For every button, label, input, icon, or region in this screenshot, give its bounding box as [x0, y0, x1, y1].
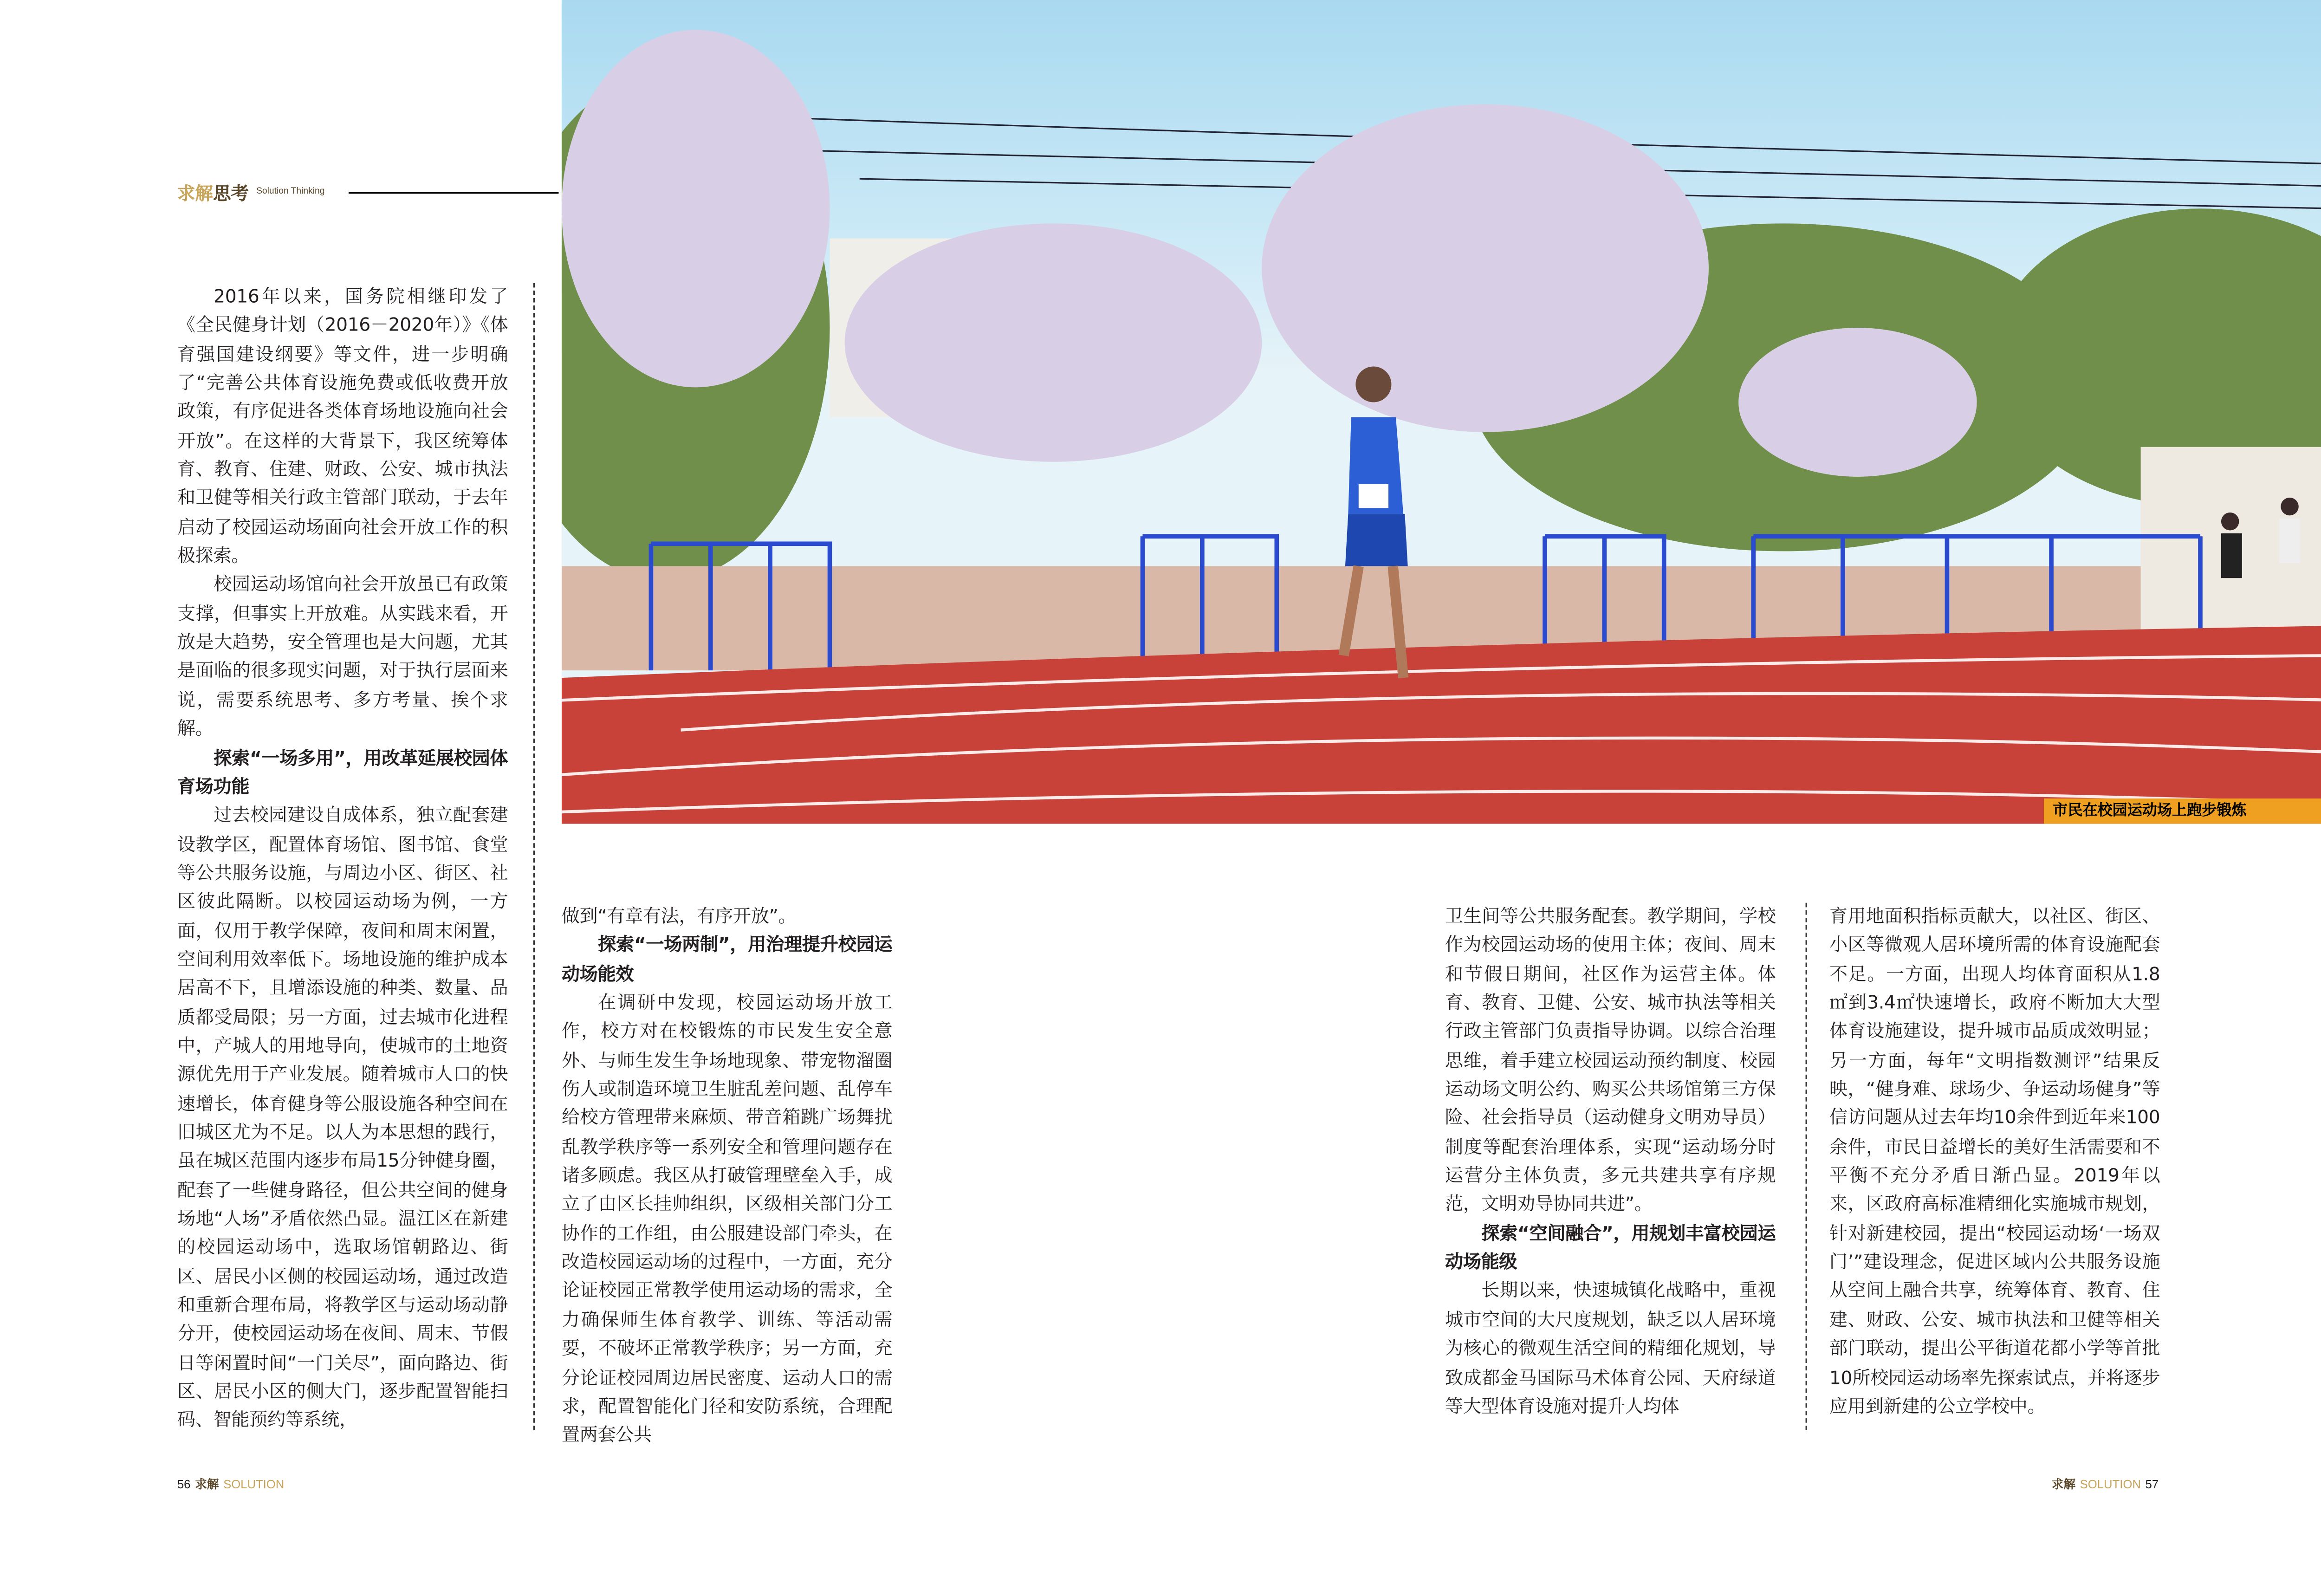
subheading: 探索“一场多用”，用改革延展校园体育场功能: [177, 747, 508, 797]
magazine-name-cn: 求解: [195, 1478, 219, 1492]
paragraph: 过去校园建设自成体系，独立配套建设教学区，配置体育场馆、图书馆、食堂等公共服务设施，与周边小区、街区、社区彼此隔断。以校园运动场为例，一方面，仅用于教学保障，夜间和周末闲置，空间利用效率低下。场地设施的维护成本居高不下，且增添设施的种类、数量、品质都受局限；另一方面，过去城市化进程中，产城人的用地导向，使城市的土地资源优先用于产业发展。随着城市人口的快速增长，体育健身等公服设施各种空间在旧城区尤为不足。以人为本思想的践行，虽在城区范围内逐步布局15分钟健身圈，配套了一些健身路径，但公共空间的健身场地“人场”矛盾依然凸显。温江区在新建的校园运动场中，选取场馆朝路边、街区、居民小区侧的校园运动场，通过改造和重新合理布局，将教学区与运动场动静分开，使校园运动场在夜间、周末、节假日等闲置时间“一门关尽”，面向路边、街区、居民小区的侧大门，逐步配置智能扫码、智能预约等系统，: [177, 804, 508, 1431]
column-3: [1445, 903, 1776, 1421]
column-2: [562, 903, 892, 1450]
section-header: [177, 179, 325, 206]
column-4: [1829, 903, 2160, 1421]
section-title-part1: 求解: [177, 182, 213, 204]
photo-illustration: [562, 0, 2321, 824]
paragraph: 长期以来，快速城镇化战略中，重视城市空间的大尺度规划，缺乏以人居环境为核心的微观生活空间的精细化规划，导致成都金马国际马术体育公园、天府绿道等大型体育设施对提升人均体: [1445, 1280, 1776, 1417]
photo-running-track: [562, 0, 2321, 824]
subheading: 探索“空间融合”，用规划丰富校园运动场能级: [1445, 1223, 1776, 1273]
page-number: 57: [2145, 1478, 2159, 1492]
paragraph: 卫生间等公共服务配套。教学期间，学校作为校园运动场的使用主体；夜间、周末和节假日期间，社区作为运营主体。体育、教育、卫健、公安、城市执法等相关行政主管部门负责指导协调。以综合治理思维，着手建立校园运动预约制度、校园运动场文明公约、购买公共场馆第三方保险、社会指导员（运动健身文明劝导员）制度等配套治理体系，实现“运动场分时运营分主体负责，多元共建共享有序规范，文明劝导协同共进”。: [1445, 906, 1776, 1215]
magazine-name-cn: 求解: [2051, 1478, 2076, 1492]
paragraph: 在调研中发现，校园运动场开放工作，校方对在校锻炼的市民发生安全意外、与师生发生争场地现象、带宠物溜圈伤人或制造环境卫生脏乱差问题、乱停车给校方管理带来麻烦、带音箱跳广场舞扰乱教学秩序等一系列安全和管理问题存在诸多顾虑。我区从打破管理壁垒入手，成立了由区长挂帅组织，区级相关部门分工协作的工作组，由公服建设部门牵头，在改造校园运动场的过程中，一方面，充分论证校园正常教学使用运动场的需求，全力确保师生体育教学、训练、等活动需要，不破坏正常教学秩序；另一方面，充分论证校园周边居民密度、运动人口的需求，配置智能化门径和安防系统，合理配置两套公共: [561, 992, 893, 1446]
column-divider: [1806, 903, 1807, 1430]
section-subtitle: Solution Thinking: [256, 188, 325, 197]
magazine-name-en: SOLUTION: [223, 1478, 285, 1492]
column-1: [177, 283, 508, 1436]
page-number: 56: [177, 1478, 191, 1492]
magazine-name-en: SOLUTION: [2080, 1478, 2141, 1492]
photo-caption: 市民在校园运动场上跑步锻炼: [2044, 798, 2321, 824]
paragraph: 做到“有章有法，有序开放”。: [561, 906, 797, 927]
subheading: 探索“一场两制”，用治理提升校园运动场能效: [561, 934, 893, 985]
paragraph: 校园运动场馆向社会开放虽已有政策支撑，但事实上开放难。从实践来看，开放是大趋势，安全管理也是大问题，尤其是面临的很多现实问题，对于执行层面来说，需要系统思考、多方考量、挨个求解。: [177, 574, 508, 740]
column-divider: [533, 283, 535, 1430]
paragraph: 育用地面积指标贡献大，以社区、街区、小区等微观人居环境所需的体育设施配套不足。一方面，出现人均体育面积从1.8㎡到3.4㎡快速增长，政府不断加大大型体育设施建设，提升城市品质成效明显；另一方面，每年“文明指数测评”结果反映，“健身难、球场少、争运动场健身”等信访问题从过去年均10余件到近年来100余件，市民日益增长的美好生活需要和不平衡不充分矛盾日渐凸显。2019年以来，区政府高标准精细化实施城市规划，针对新建校园，提出“校园运动场‘一场双门’”建设理念，促进区域内公共服务设施从空间上融合共享，统筹体育、教育、住建、财政、公安、城市执法和卫健等相关部门联动，提出公平街道花都小学等首批10所校园运动场率先探索试点，并将逐步应用到新建的公立学校中。: [1829, 906, 2160, 1417]
paragraph: 2016年以来，国务院相继印发了《全民健身计划（2016－2020年）》《体育强国建设纲要》等文件，进一步明确了“完善公共体育设施免费或低收费开放政策，有序促进各类体育场地设施向社会开放”。在这样的大背景下，我区统筹体育、教育、住建、财政、公安、城市执法和卫健等相关行政主管部门联动，于去年启动了校园运动场面向社会开放工作的积极探索。: [177, 286, 508, 566]
header-rule: [349, 192, 558, 194]
footer-right: [2052, 1476, 2159, 1492]
footer-left: [177, 1476, 284, 1492]
section-title-part2: 思考: [213, 182, 249, 204]
